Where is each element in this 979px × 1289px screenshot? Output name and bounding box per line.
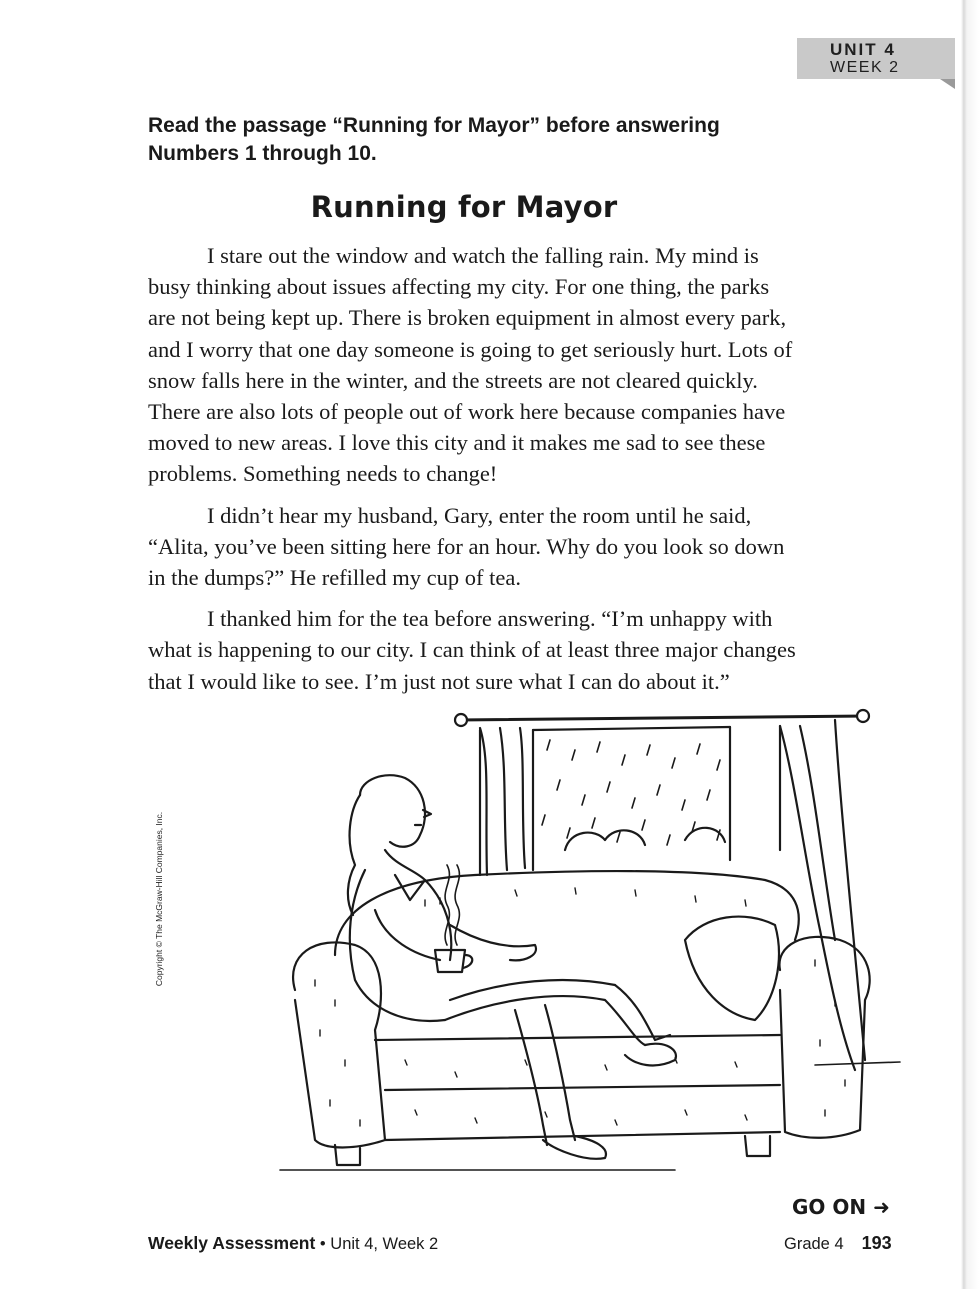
tab-notch: [940, 79, 955, 89]
footer-assessment: [148, 1233, 438, 1254]
paragraph-2: I didn’t hear my husband, Gary, enter the room until he said, “Alita, you’ve been sitting here for an hour. Why do you look so down in the dumps?” He refilled my cup of tea.: [148, 502, 785, 591]
copyright-notice: Copyright © The McGraw-Hill Companies, Inc.: [154, 811, 164, 987]
unit-tab: [797, 38, 955, 79]
week-label: WEEK 2: [830, 59, 900, 76]
paragraph-3: I thanked him for the tea before answering. “I’m unhappy with what is happening to our city. I can think of at least three major changes that I would like to see. I’m just not sure what I can do about it.”: [148, 606, 796, 694]
passage: [148, 240, 800, 707]
passage-title: Running for Mayor: [310, 190, 618, 224]
paragraph-1: I stare out the window and watch the falling rain. My mind is busy thinking about issues affecting my city. For one thing, the parks are not being kept up. There is broken equipment in almost every park, and I worry that one day someone is going to get seriously hurt. Lots of snow falls here in the winter, and the streets are not cleared quickly. There are also lots of people out of work here because companies have moved to new areas. I love this city and it makes me sad to see these problems. Something needs to change!: [148, 243, 793, 487]
footer-page-info: [784, 1233, 892, 1254]
page-edge: [939, 0, 979, 1289]
illustration-woman-on-couch: [275, 700, 905, 1180]
footer-assessment-title: Weekly Assessment: [148, 1233, 316, 1253]
unit-label: UNIT 4: [830, 40, 896, 59]
instructions: Read the passage “Running for Mayor” before answering Numbers 1 through 10.: [148, 114, 720, 165]
go-on-indicator: GO ON ➜: [792, 1195, 890, 1219]
page-number: 193: [861, 1233, 892, 1253]
footer-unit-week: • Unit 4, Week 2: [315, 1235, 439, 1253]
footer-grade: Grade 4: [784, 1235, 844, 1253]
